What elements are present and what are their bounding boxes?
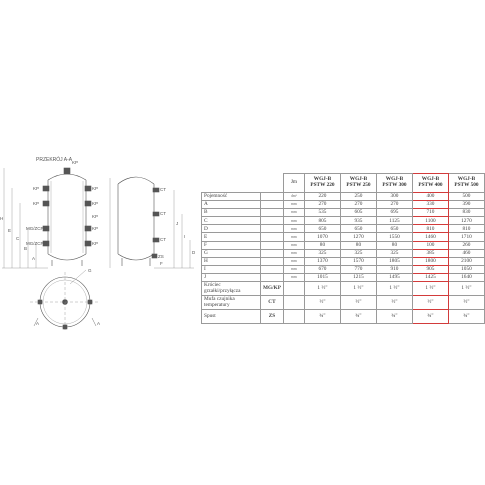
table-row <box>202 241 485 249</box>
row-code <box>261 241 284 249</box>
section-title: PRZEKRÓJ A-A <box>36 157 73 163</box>
row-value: 270 <box>304 201 340 209</box>
row-code: ZS <box>261 310 284 324</box>
table-header-row <box>202 174 485 193</box>
row-unit: mm <box>283 209 304 217</box>
header-model-220: WGJ-B PSTW 220 <box>304 174 340 193</box>
row-code: MG/KP <box>261 282 284 296</box>
sensor-socket-ct1 <box>153 188 159 192</box>
row-value: 385 <box>412 249 448 257</box>
row-value: ½" <box>412 296 448 310</box>
dim-label-j: J <box>176 221 179 226</box>
row-value: ¾" <box>376 310 412 324</box>
row-value: 1270 <box>340 233 376 241</box>
row-value: 300 <box>376 193 412 201</box>
row-value: 1 ½" <box>448 282 484 296</box>
row-value: 605 <box>340 209 376 217</box>
port-left-mg2 <box>43 241 49 246</box>
table-row <box>202 233 485 241</box>
row-value: 80 <box>304 241 340 249</box>
row-name: J <box>202 273 261 281</box>
plan-label-a-right: A <box>97 321 101 326</box>
row-unit: mm <box>283 201 304 209</box>
row-unit: mm <box>283 217 304 225</box>
row-value: 1805 <box>376 257 412 265</box>
row-name: B <box>202 209 261 217</box>
table-row <box>202 249 485 257</box>
row-value: 270 <box>340 201 376 209</box>
row-code <box>261 249 284 257</box>
table-row <box>202 282 485 296</box>
row-value: 1100 <box>412 217 448 225</box>
row-value: 1425 <box>412 273 448 281</box>
row-value: 1215 <box>340 273 376 281</box>
row-value: ½" <box>304 296 340 310</box>
table-row <box>202 217 485 225</box>
row-value: 830 <box>448 209 484 217</box>
row-value: 1460 <box>412 233 448 241</box>
row-name: G <box>202 249 261 257</box>
row-value: ¾" <box>412 310 448 324</box>
label-ct1: CT <box>160 187 166 192</box>
row-unit <box>283 296 304 310</box>
header-model-300: WGJ-B PSTW 300 <box>376 174 412 193</box>
row-value: 1050 <box>448 265 484 273</box>
row-value: 1 ½" <box>340 282 376 296</box>
port-left-kp1 <box>43 186 49 191</box>
row-value: ¾" <box>340 310 376 324</box>
row-value: 460 <box>448 249 484 257</box>
port-right-kp4 <box>85 241 91 246</box>
table-row <box>202 310 485 324</box>
row-value: 810 <box>448 225 484 233</box>
sensor-socket-ct2 <box>153 212 159 216</box>
row-name: D <box>202 225 261 233</box>
label-mg2: MG/ZCP <box>26 241 44 246</box>
dim-label-c: C <box>16 236 20 241</box>
label-right-kp3: KP <box>92 226 99 231</box>
header-blank <box>202 174 284 193</box>
row-value: 535 <box>304 209 340 217</box>
dim-label-a: A <box>32 256 36 261</box>
label-left-kp1: KP <box>33 186 40 191</box>
row-value: 1015 <box>304 273 340 281</box>
row-value: 1370 <box>304 257 340 265</box>
specification-table <box>201 173 485 324</box>
row-name: A <box>202 201 261 209</box>
table-row <box>202 273 485 281</box>
header-unit: Jm <box>283 174 304 193</box>
sensor-socket-ct3 <box>153 238 159 242</box>
technical-drawing <box>0 150 200 480</box>
row-value: 325 <box>376 249 412 257</box>
row-unit <box>283 282 304 296</box>
row-value: 220 <box>304 193 340 201</box>
table-row <box>202 265 485 273</box>
row-value: 1800 <box>412 257 448 265</box>
row-value: 810 <box>412 225 448 233</box>
dim-label-b: B <box>24 246 28 251</box>
row-value: 80 <box>376 241 412 249</box>
row-unit: mm <box>283 225 304 233</box>
row-value: 1570 <box>340 257 376 265</box>
row-code <box>261 209 284 217</box>
label-mg1: MG/ZCP <box>26 226 44 231</box>
row-value: 805 <box>304 217 340 225</box>
row-value: 330 <box>412 201 448 209</box>
side-view-labels <box>158 187 196 266</box>
row-value: 935 <box>340 217 376 225</box>
row-value: 650 <box>340 225 376 233</box>
tank-bottom-dome <box>48 254 86 260</box>
row-value: 250 <box>340 193 376 201</box>
row-value: 910 <box>376 265 412 273</box>
row-name: E <box>202 233 261 241</box>
row-value: 1640 <box>448 273 484 281</box>
port-left-mg1 <box>43 226 49 231</box>
port-left-kp2 <box>43 201 49 206</box>
front-section-view <box>2 168 91 268</box>
row-name: F <box>202 241 261 249</box>
row-value: 500 <box>448 193 484 201</box>
row-name: C <box>202 217 261 225</box>
row-value: ½" <box>448 296 484 310</box>
dim-label-d: D <box>192 250 196 255</box>
header-model-400: WGJ-B PSTW 400 <box>412 174 448 193</box>
plan-view <box>30 270 100 332</box>
row-code <box>261 233 284 241</box>
table-row <box>202 257 485 265</box>
row-unit: mm <box>283 273 304 281</box>
row-name: Pojemność <box>202 193 261 201</box>
dim-label-i: I <box>184 234 186 239</box>
port-right-kp1 <box>85 186 91 191</box>
row-value: ½" <box>340 296 376 310</box>
row-unit: mm <box>283 265 304 273</box>
port-right-kp2 <box>85 201 91 206</box>
row-code <box>261 265 284 273</box>
label-right-kp4: KP <box>92 241 99 246</box>
row-name: Króciec grzałki/przyłącza <box>202 282 261 296</box>
label-zs: ZS <box>158 254 164 259</box>
plan-label-g: G <box>88 268 92 273</box>
side-top-dome <box>118 177 154 184</box>
port-right-kp3 <box>85 226 91 231</box>
row-value: 1 ½" <box>412 282 448 296</box>
row-name: Spust <box>202 310 261 324</box>
label-ct2: CT <box>160 211 166 216</box>
row-name: H <box>202 257 261 265</box>
side-view <box>110 177 194 268</box>
table-row <box>202 209 485 217</box>
row-value: 695 <box>376 209 412 217</box>
row-unit: mm <box>283 257 304 265</box>
plan-label-a-left: A <box>36 321 40 326</box>
row-name: Mufa czujnika temperatury <box>202 296 261 310</box>
row-value: 270 <box>376 201 412 209</box>
label-top-kp: KP <box>72 160 79 165</box>
tank-top-dome <box>48 174 86 180</box>
row-unit: mm <box>283 249 304 257</box>
row-name: I <box>202 265 261 273</box>
row-value: ½" <box>376 296 412 310</box>
row-value: 650 <box>376 225 412 233</box>
dim-label-e: E <box>8 228 12 233</box>
row-value: 1710 <box>448 233 484 241</box>
row-value: 1070 <box>304 233 340 241</box>
table-row <box>202 225 485 233</box>
header-model-250: WGJ-B PSTW 250 <box>340 174 376 193</box>
table-row <box>202 193 485 201</box>
row-code <box>261 193 284 201</box>
row-value: 1495 <box>376 273 412 281</box>
label-f: F <box>160 261 163 266</box>
label-right-kp1: KP <box>92 186 99 191</box>
row-value: 710 <box>412 209 448 217</box>
row-value: ¾" <box>448 310 484 324</box>
row-value: 260 <box>448 241 484 249</box>
row-value: 905 <box>412 265 448 273</box>
drain-socket-zs <box>152 254 157 258</box>
row-code <box>261 273 284 281</box>
dim-label-h: H <box>0 216 4 221</box>
row-value: 80 <box>340 241 376 249</box>
row-value: 770 <box>340 265 376 273</box>
row-unit: mm <box>283 233 304 241</box>
row-value: 325 <box>340 249 376 257</box>
row-code <box>261 217 284 225</box>
table-row <box>202 296 485 310</box>
row-value: ¾" <box>304 310 340 324</box>
row-value: 100 <box>412 241 448 249</box>
row-code: CT <box>261 296 284 310</box>
row-unit: dm³ <box>283 193 304 201</box>
row-unit <box>283 310 304 324</box>
row-value: 325 <box>304 249 340 257</box>
row-value: 1125 <box>376 217 412 225</box>
row-value: 390 <box>448 201 484 209</box>
label-ct3: CT <box>160 237 166 242</box>
header-model-500: WGJ-B PSTW 500 <box>448 174 484 193</box>
top-port <box>64 168 70 174</box>
table-row <box>202 201 485 209</box>
row-value: 400 <box>412 193 448 201</box>
row-value: 670 <box>304 265 340 273</box>
row-value: 1550 <box>376 233 412 241</box>
label-left-kp2: KP <box>33 201 40 206</box>
row-value: 1270 <box>448 217 484 225</box>
row-value: 650 <box>304 225 340 233</box>
label-right-kp5: KP <box>92 214 99 219</box>
row-code <box>261 201 284 209</box>
row-code <box>261 225 284 233</box>
row-value: 1 ½" <box>376 282 412 296</box>
row-unit: mm <box>283 241 304 249</box>
label-right-kp2: KP <box>92 201 99 206</box>
row-code <box>261 257 284 265</box>
row-value: 2100 <box>448 257 484 265</box>
row-value: 1 ½" <box>304 282 340 296</box>
